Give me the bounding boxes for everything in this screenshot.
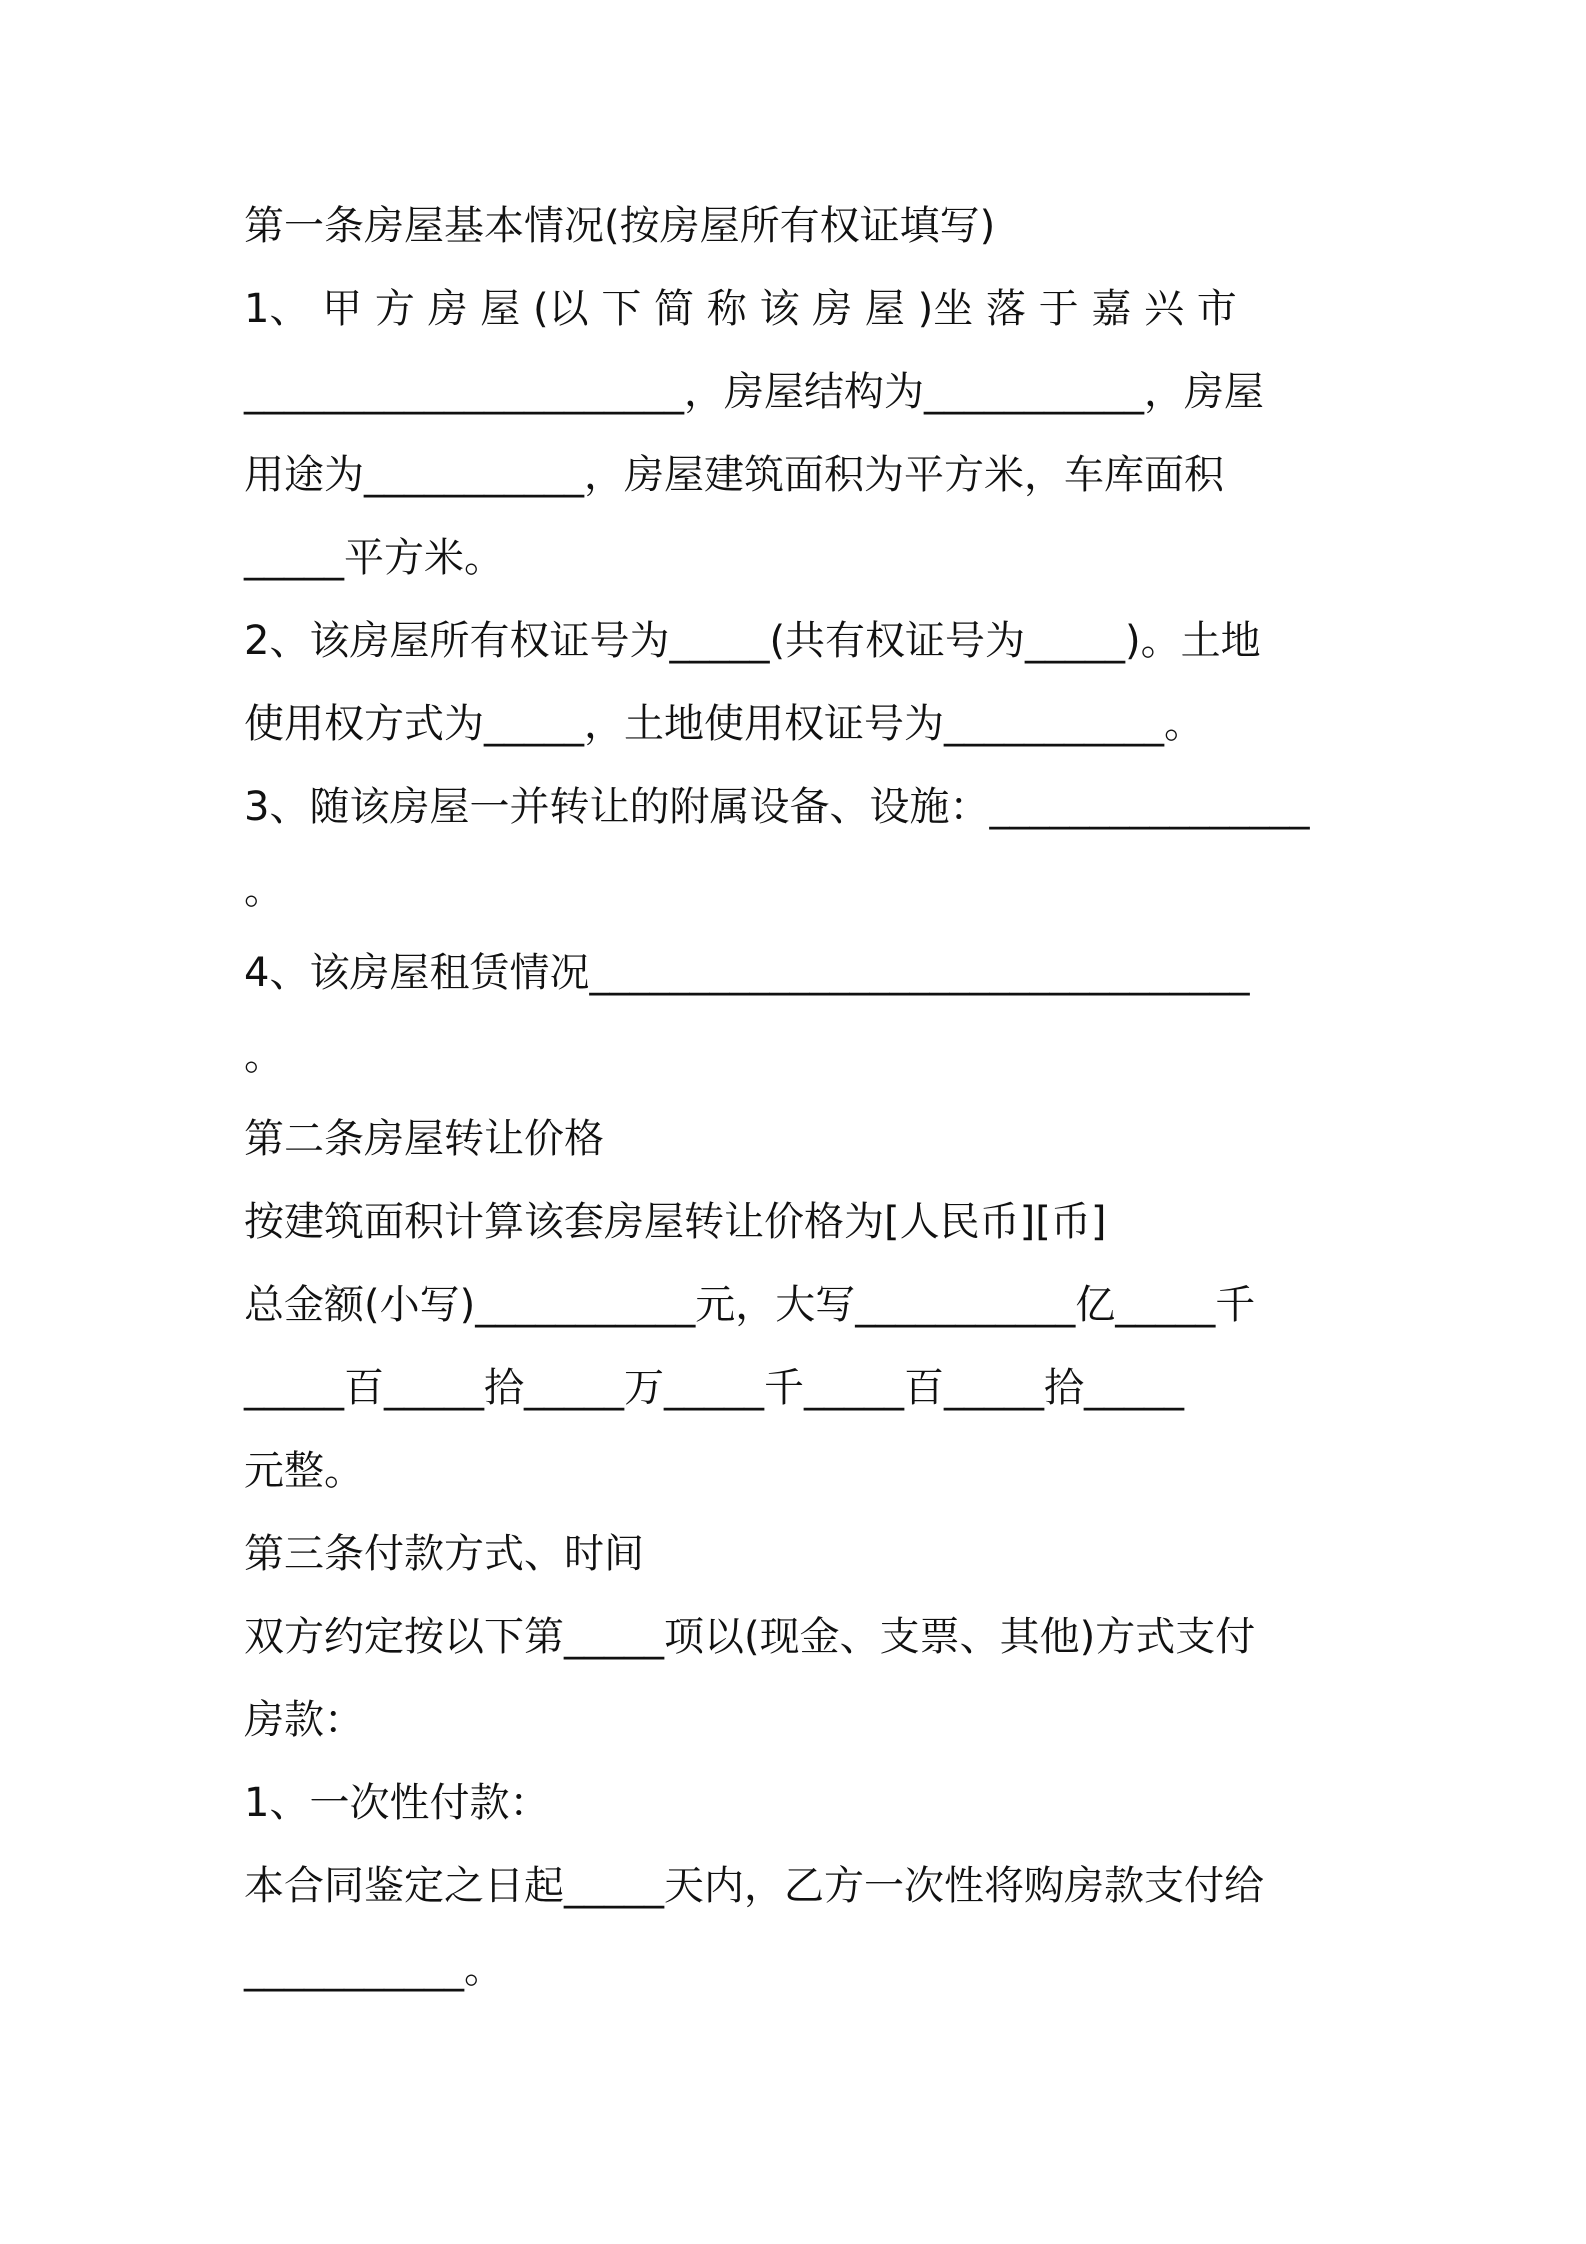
payment-line-1: 双方约定按以下第_____项以(现金、支票、其他)方式支付 xyxy=(244,1614,1256,1660)
price-line-1: 按建筑面积计算该套房屋转让价格为[人民币][币] xyxy=(244,1199,1107,1245)
article-1-heading: 第一条房屋基本情况(按房屋所有权证填写) xyxy=(244,203,996,249)
payment-line-2: 房款： xyxy=(244,1697,364,1743)
clause-2-line-1: 2、该房屋所有权证号为_____(共有权证号为_____)。土地 xyxy=(244,618,1261,664)
clause-1-line-1: 1、 甲 方 房 屋 (以 下 简 称 该 房 屋 )坐 落 于 嘉 兴 市 xyxy=(244,286,1237,332)
payment-option-1-detail-2: ___________。 xyxy=(244,1946,504,1992)
payment-option-1: 1、一次性付款： xyxy=(244,1780,550,1826)
price-line-2: 总金额(小写)___________元，大写___________亿_____千 xyxy=(244,1282,1256,1328)
payment-option-1-detail-1: 本合同鉴定之日起_____天内，乙方一次性将购房款支付给 xyxy=(244,1863,1264,1909)
clause-1-line-2: ______________________，房屋结构为___________，房屋 xyxy=(244,369,1264,415)
clause-4-line-1: 4、该房屋租赁情况_________________________________ xyxy=(244,950,1250,996)
price-line-4: 元整。 xyxy=(244,1448,364,1494)
price-line-3: _____百_____拾_____万_____千_____百_____拾_____ xyxy=(244,1365,1184,1411)
clause-3-line-2: 。 xyxy=(244,867,284,913)
clause-1-line-3: 用途为___________，房屋建筑面积为平方米，车库面积 xyxy=(244,452,1224,498)
clause-3-line-1: 3、随该房屋一并转让的附属设备、设施：________________ xyxy=(244,784,1310,830)
article-3-heading: 第三条付款方式、时间 xyxy=(244,1531,644,1577)
document-body xyxy=(244,198,1354,2024)
clause-4-line-2: 。 xyxy=(244,1033,284,1079)
clause-2-line-2: 使用权方式为_____，土地使用权证号为___________。 xyxy=(244,701,1204,747)
article-2-heading: 第二条房屋转让价格 xyxy=(244,1116,604,1162)
clause-1-line-4: _____平方米。 xyxy=(244,535,504,581)
